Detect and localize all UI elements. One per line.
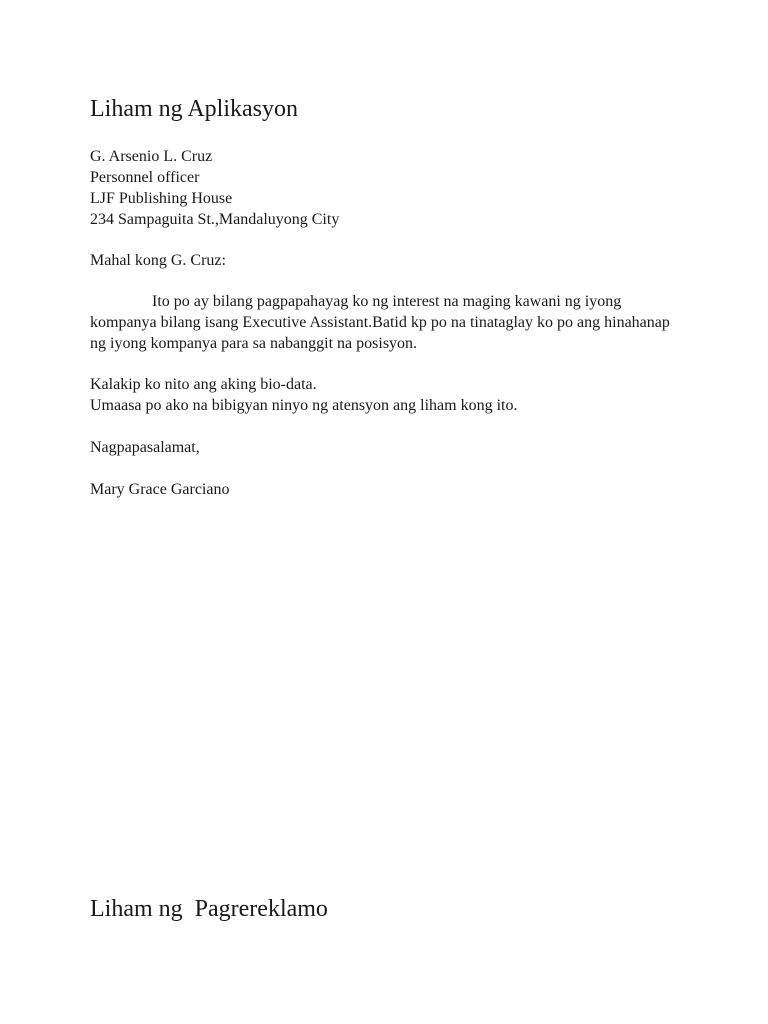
signature-text: Mary Grace Garciano [90,481,230,498]
body-paragraph-text: Ito po ay bilang pagpapahayag ko ng interest na maging kawani ng iyong kompanya bilang isang Executive Assistant.Batid kp po na tinataglay ko po ang hinahanap ng iyong kompanya para sa nabanggit na posisyon. [90,293,670,352]
enclosure-line: Kalakip ko nito ang aking bio-data. [90,376,317,393]
body-paragraph [90,291,670,354]
letter1-title: Liham ng Aplikasyon [90,96,298,122]
salutation [90,250,708,271]
closing-text: Nagpapasalamat, [90,439,200,456]
letter2-title: Liham ng Pagrereklamo [90,896,328,922]
body-paragraph-block [90,291,708,354]
recipient-position: Personnel officer [90,169,200,186]
salutation-text: Mahal kong G. Cruz: [90,252,226,269]
hope-line: Umaasa po ako na bibigyan ninyo ng atensyon ang liham kong ito. [90,397,518,414]
enclosure-block [90,374,708,416]
recipient-company: LJF Publishing House [90,190,233,207]
closing [90,437,708,458]
recipient-name: G. Arsenio L. Cruz [90,148,213,165]
recipient-block [90,146,708,230]
signature [90,479,708,500]
recipient-address: 234 Sampaguita St.,Mandaluyong City [90,211,340,228]
